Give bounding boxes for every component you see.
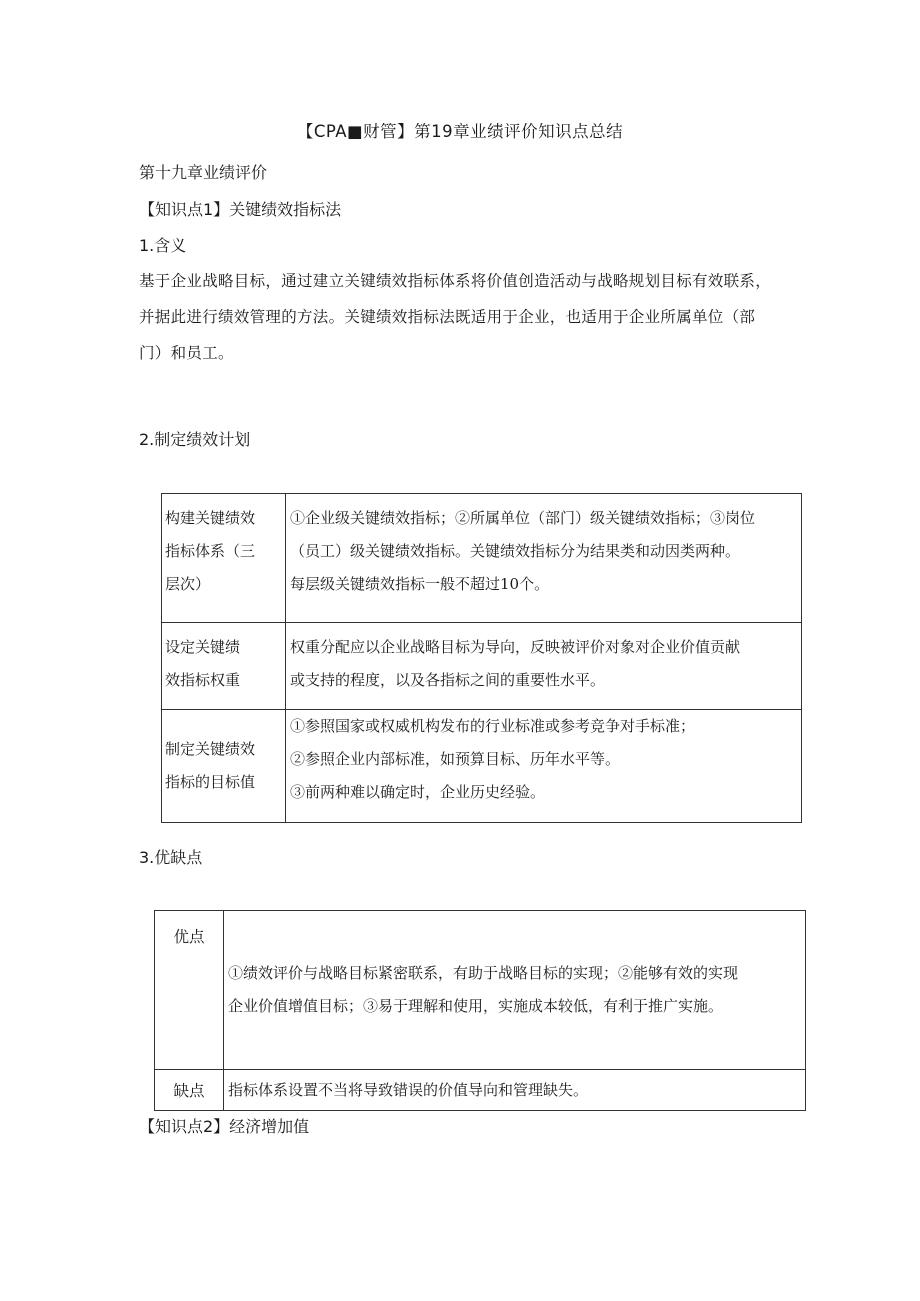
knowledge-point-2-heading: 【知识点2】经济增加值: [139, 1117, 310, 1136]
content-line: 每层级关键绩效指标一般不超过10个。: [290, 575, 550, 593]
label-line: 层次）: [165, 575, 211, 593]
content-line: ③前两种难以确定时，企业历史经验。: [290, 783, 546, 801]
table-row: [155, 911, 806, 1070]
row-label-cell: [162, 623, 286, 710]
content-line: ①参照国家或权威机构发布的行业标准或参考竞争对手标准；: [290, 717, 696, 735]
table-row: [155, 1070, 806, 1111]
content-line: 企业价值增值目标；③易于理解和使用，实施成本较低，有利于推广实施。: [228, 997, 724, 1015]
paragraph-line: 并据此进行绩效管理的方法。关键绩效指标法既适用于企业，也适用于企业所属单位（部: [139, 308, 756, 326]
label-line: 构建关键绩效: [165, 509, 256, 527]
document-title: 【CPA■财管】第19章业绩评价知识点总结: [296, 122, 624, 141]
row-label-cell: [162, 710, 286, 823]
row-content-cell: [286, 494, 802, 623]
knowledge-point-1-heading: 【知识点1】关键绩效指标法: [139, 200, 342, 219]
chapter-heading: 第十九章业绩评价: [139, 163, 268, 182]
definition-paragraph: [139, 263, 819, 371]
content-line: （员工）级关键绩效指标。关键绩效指标分为结果类和动因类两种。: [290, 542, 741, 560]
section-2-heading: 2.制定绩效计划: [139, 430, 251, 449]
paragraph-line: 基于企业战略目标，通过建立关键绩效指标体系将价值创造活动与战略规划目标有效联系，: [139, 272, 772, 290]
label-line: 设定关键绩: [165, 638, 241, 656]
section-1-heading: 1.含义: [139, 236, 187, 255]
paragraph-line: 门）和员工。: [139, 344, 234, 362]
row-label-cell: [162, 494, 286, 623]
pros-content-cell: [224, 911, 806, 1070]
content-line: 权重分配应以企业战略目标为导向，反映被评价对象对企业价值贡献: [290, 638, 741, 656]
pros-cons-table: [154, 910, 806, 1111]
cons-content: 指标体系设置不当将导致错误的价值导向和管理缺失。: [224, 1070, 806, 1111]
section-3-heading: 3.优缺点: [139, 848, 203, 867]
pros-label: 优点: [155, 911, 224, 1070]
content-line: ①绩效评价与战略目标紧密联系，有助于战略目标的实现；②能够有效的实现: [228, 964, 739, 982]
label-line: 指标的目标值: [165, 773, 256, 791]
content-line: ②参照企业内部标准，如预算目标、历年水平等。: [290, 750, 621, 768]
content-line: ①企业级关键绩效指标；②所属单位（部门）级关键绩效指标；③岗位: [290, 509, 756, 527]
label-line: 效指标权重: [165, 671, 241, 689]
performance-plan-table: [161, 493, 802, 823]
cons-label: 缺点: [155, 1070, 224, 1111]
label-line: 制定关键绩效: [165, 740, 256, 758]
table-row: [162, 494, 802, 623]
row-content-cell: [286, 710, 802, 823]
table-row: [162, 623, 802, 710]
label-line: 指标体系（三: [165, 542, 256, 560]
content-line: 或支持的程度，以及各指标之间的重要性水平。: [290, 671, 606, 689]
row-content-cell: [286, 623, 802, 710]
table-row: [162, 710, 802, 823]
